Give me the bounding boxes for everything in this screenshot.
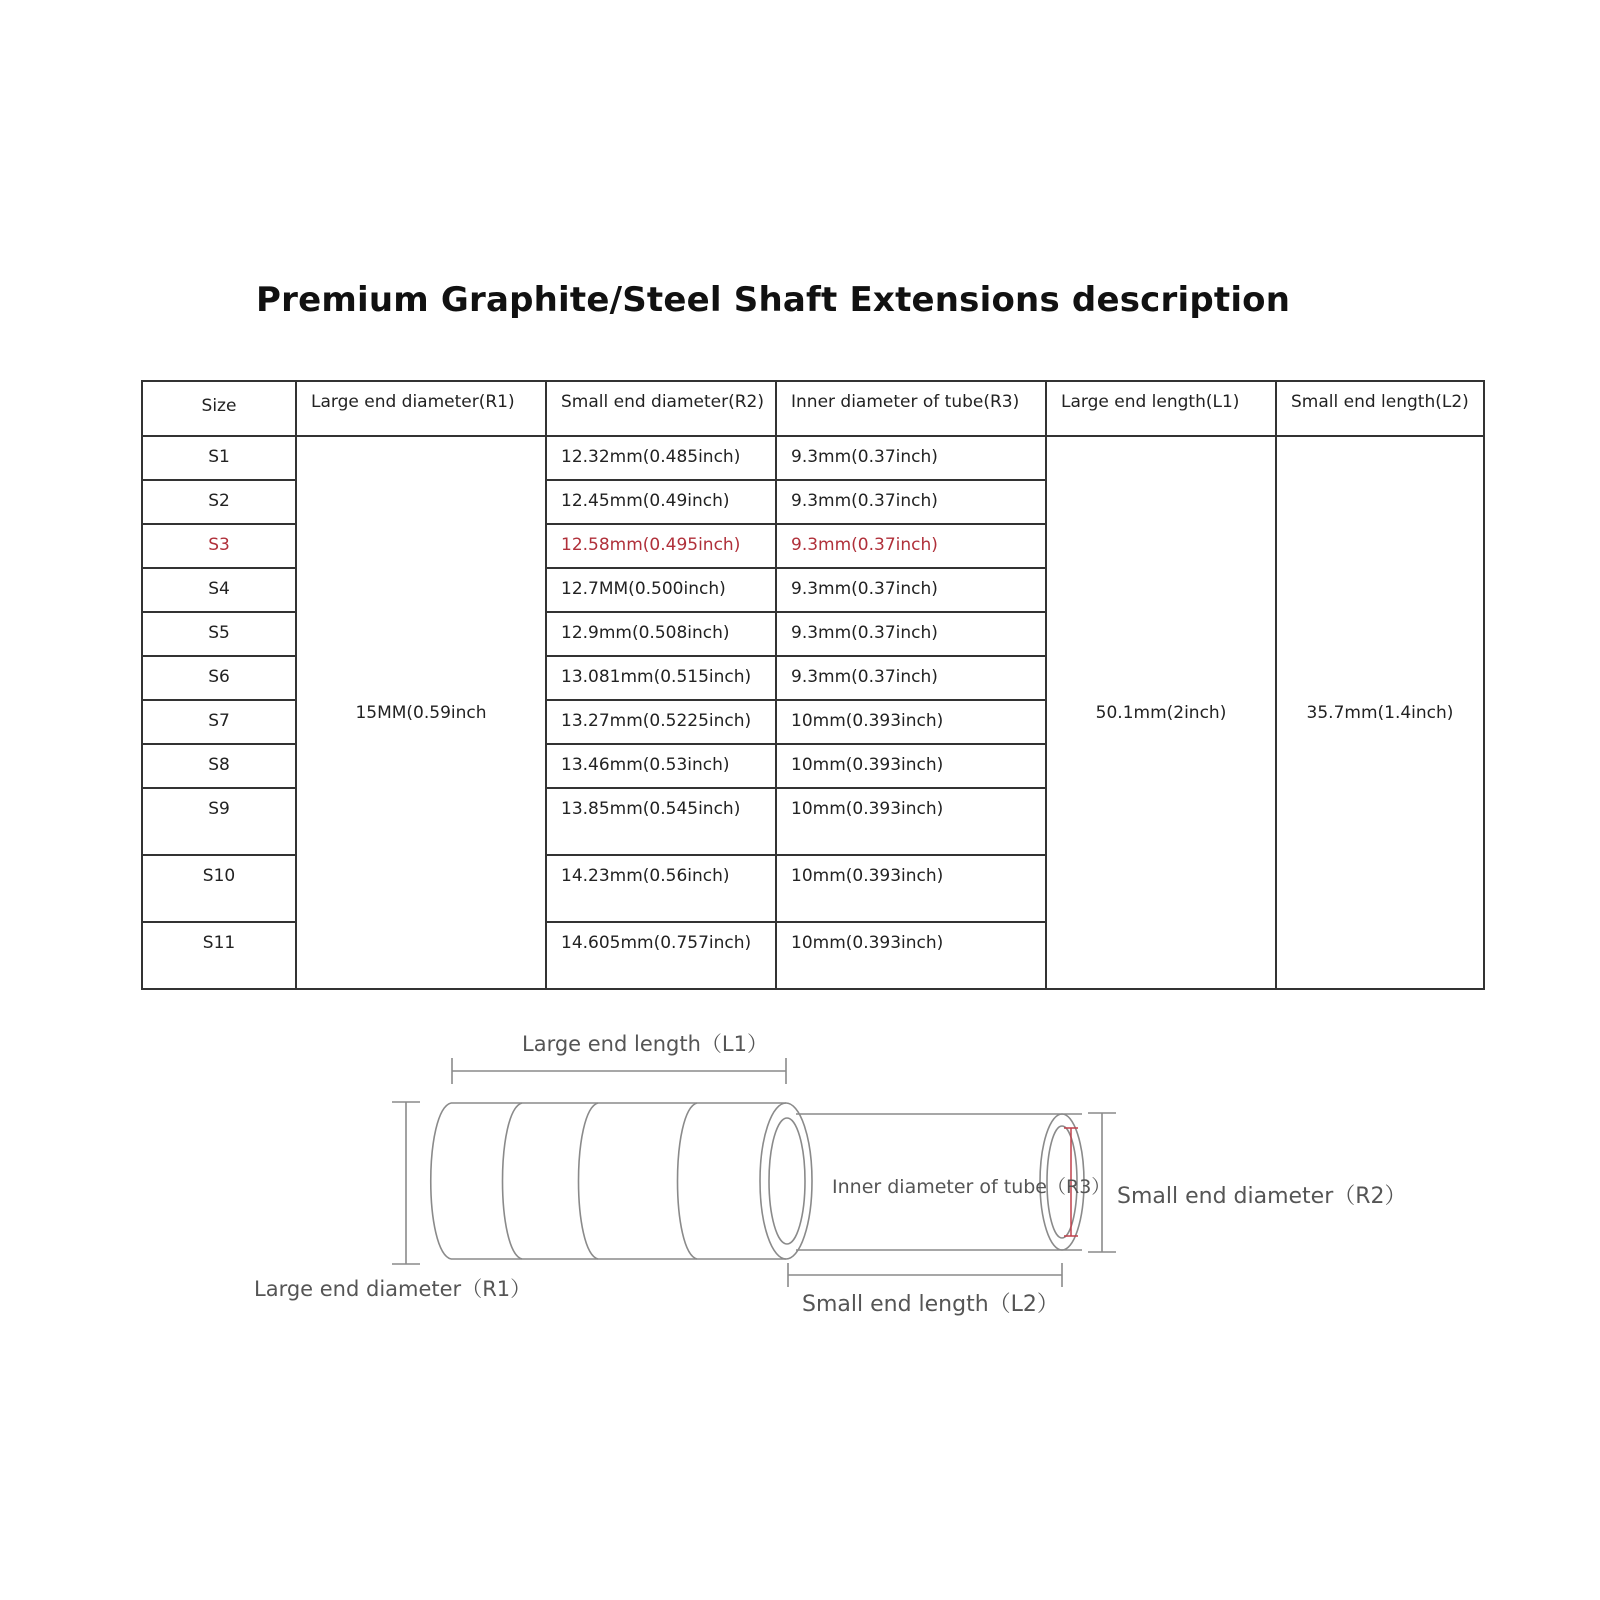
label-large-end-diameter: Large end diameter（R1） <box>254 1277 532 1301</box>
size-cell: S2 <box>142 480 296 524</box>
inner-diameter-cell: 9.3mm(0.37inch) <box>776 656 1046 700</box>
inner-diameter-cell: 9.3mm(0.37inch) <box>776 612 1046 656</box>
small-end-diameter-cell: 12.32mm(0.485inch) <box>546 436 776 480</box>
large-end-inner-ring <box>769 1118 805 1244</box>
large-end-body <box>431 1103 786 1259</box>
inner-diameter-cell: 10mm(0.393inch) <box>776 700 1046 744</box>
header-inner-diameter: Inner diameter of tube(R3) <box>776 381 1046 436</box>
inner-diameter-cell: 9.3mm(0.37inch) <box>776 568 1046 612</box>
label-large-end-length: Large end length（L1） <box>522 1032 768 1056</box>
small-end-diameter-cell: 13.081mm(0.515inch) <box>546 656 776 700</box>
header-large-end-diameter: Large end diameter(R1) <box>296 381 546 436</box>
page-title: Premium Graphite/Steel Shaft Extensions description <box>256 280 1291 320</box>
size-cell: S6 <box>142 656 296 700</box>
r1-dimension-line <box>392 1102 420 1264</box>
size-cell: S10 <box>142 855 296 922</box>
small-end-diameter-cell: 12.45mm(0.49inch) <box>546 480 776 524</box>
header-small-end-length: Small end length(L2) <box>1276 381 1484 436</box>
size-cell: S1 <box>142 436 296 480</box>
small-end-length-cell: 35.7mm(1.4inch) <box>1276 436 1484 989</box>
size-cell: S11 <box>142 922 296 989</box>
inner-diameter-cell: 9.3mm(0.37inch) <box>776 524 1046 568</box>
size-cell: S5 <box>142 612 296 656</box>
l2-dimension-line <box>788 1263 1062 1287</box>
label-small-end-length: Small end length（L2） <box>802 1292 1059 1317</box>
large-end-diameter-cell: 15MM(0.59inch <box>296 436 546 989</box>
label-inner-diameter: Inner diameter of tube（R3） <box>832 1176 1111 1198</box>
inner-diameter-cell: 10mm(0.393inch) <box>776 788 1046 855</box>
inner-diameter-cell: 9.3mm(0.37inch) <box>776 480 1046 524</box>
l1-dimension-line <box>452 1058 786 1084</box>
header-small-end-diameter: Small end diameter(R2) <box>546 381 776 436</box>
size-cell: S9 <box>142 788 296 855</box>
small-end-diameter-cell: 13.85mm(0.545inch) <box>546 788 776 855</box>
small-end-diameter-cell: 12.9mm(0.508inch) <box>546 612 776 656</box>
small-end-diameter-cell: 13.46mm(0.53inch) <box>546 744 776 788</box>
small-end-diameter-cell: 14.23mm(0.56inch) <box>546 855 776 922</box>
small-end-diameter-cell: 12.7MM(0.500inch) <box>546 568 776 612</box>
header-large-end-length: Large end length(L1) <box>1046 381 1276 436</box>
shaft-drawing <box>392 1058 1116 1287</box>
small-end-diameter-cell: 14.605mm(0.757inch) <box>546 922 776 989</box>
small-end-diameter-cell: 13.27mm(0.5225inch) <box>546 700 776 744</box>
inner-diameter-cell: 10mm(0.393inch) <box>776 744 1046 788</box>
small-end-diameter-cell: 12.58mm(0.495inch) <box>546 524 776 568</box>
header-size: Size <box>142 381 296 436</box>
inner-diameter-cell: 9.3mm(0.37inch) <box>776 436 1046 480</box>
inner-diameter-cell: 10mm(0.393inch) <box>776 855 1046 922</box>
size-cell: S3 <box>142 524 296 568</box>
inner-diameter-cell: 10mm(0.393inch) <box>776 922 1046 989</box>
size-cell: S7 <box>142 700 296 744</box>
label-small-end-diameter: Small end diameter（R2） <box>1117 1184 1407 1209</box>
size-cell: S8 <box>142 744 296 788</box>
size-cell: S4 <box>142 568 296 612</box>
large-end-length-cell: 50.1mm(2inch) <box>1046 436 1276 989</box>
